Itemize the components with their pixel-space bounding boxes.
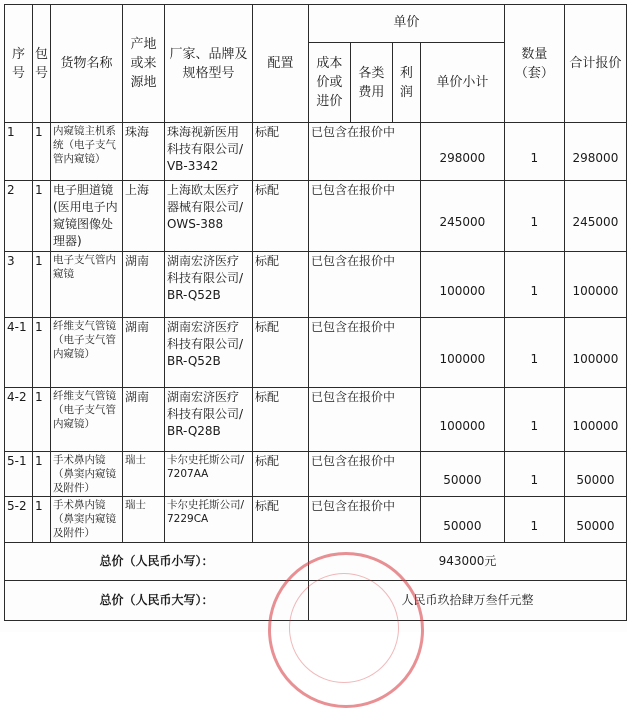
cell-seq: 5-1 [5, 452, 33, 497]
table-row [5, 318, 627, 388]
cell-goods: 内窥镜主机系统（电子支气管内窥镜） [51, 123, 123, 181]
cell-maker: 卡尔史托斯公司/7229CA [164, 497, 252, 543]
cell-origin: 瑞士 [122, 452, 164, 497]
cell-subtotal: 245000 [420, 181, 504, 252]
cell-config: 标配 [252, 318, 308, 388]
cell-maker: 湖南宏济医疗科技有限公司/BR-Q52B [164, 252, 252, 318]
header-config: 配置 [252, 5, 308, 123]
cell-subtotal: 50000 [420, 497, 504, 543]
cell-total: 245000 [564, 181, 626, 252]
cell-cost: 已包含在报价中 [308, 318, 420, 388]
cell-qty: 1 [504, 252, 564, 318]
cell-config: 标配 [252, 452, 308, 497]
cell-origin: 瑞士 [122, 497, 164, 543]
cell-maker: 上海欧太医疗器械有限公司/OWS-388 [164, 181, 252, 252]
cell-subtotal: 100000 [420, 318, 504, 388]
cell-seq: 4-2 [5, 388, 33, 452]
header-row-1 [5, 5, 627, 43]
cell-cost: 已包含在报价中 [308, 181, 420, 252]
cell-cost: 已包含在报价中 [308, 252, 420, 318]
cell-origin: 湖南 [122, 252, 164, 318]
cell-origin: 上海 [122, 181, 164, 252]
header-seq: 序号 [5, 5, 33, 123]
cell-pkg: 1 [32, 252, 50, 318]
cell-total: 100000 [564, 252, 626, 318]
cell-seq: 3 [5, 252, 33, 318]
cell-total: 50000 [564, 452, 626, 497]
header-origin: 产地或来源地 [122, 5, 164, 123]
total-big-value: 人民币玖拾肆万叁仟元整 [308, 581, 626, 621]
header-fees: 各类费用 [350, 43, 392, 123]
cell-cost: 已包含在报价中 [308, 123, 420, 181]
cell-config: 标配 [252, 497, 308, 543]
cell-total: 100000 [564, 388, 626, 452]
header-subtotal: 单价小计 [420, 43, 504, 123]
total-small-value: 943000元 [308, 543, 626, 581]
header-total: 合计报价 [564, 5, 626, 123]
cell-cost: 已包含在报价中 [308, 388, 420, 452]
summary-row-big [5, 581, 627, 621]
cell-goods: 纤维支气管镜（电子支气管内窥镜） [51, 318, 123, 388]
cell-qty: 1 [504, 123, 564, 181]
cell-goods: 手术鼻内镜（鼻窦内窥镜及附件） [51, 452, 123, 497]
cell-pkg: 1 [32, 123, 50, 181]
cell-pkg: 1 [32, 318, 50, 388]
cell-qty: 1 [504, 452, 564, 497]
cell-maker: 卡尔史托斯公司/7207AA [164, 452, 252, 497]
cell-goods: 纤维支气管镜（电子支气管内窥镜） [51, 388, 123, 452]
summary-row-small [5, 543, 627, 581]
cell-cost: 已包含在报价中 [308, 452, 420, 497]
quotation-table [4, 4, 627, 621]
cell-cost: 已包含在报价中 [308, 497, 420, 543]
cell-goods: 电子胆道镜(医用电子内窥镜图像处理器) [51, 181, 123, 252]
header-maker: 厂家、品牌及规格型号 [164, 5, 252, 123]
total-small-label: 总价（人民币小写）： [5, 543, 309, 581]
cell-pkg: 1 [32, 388, 50, 452]
cell-seq: 5-2 [5, 497, 33, 543]
cell-total: 100000 [564, 318, 626, 388]
header-qty: 数量（套） [504, 5, 564, 123]
cell-qty: 1 [504, 318, 564, 388]
header-goods: 货物名称 [51, 5, 123, 123]
table-row [5, 181, 627, 252]
cell-config: 标配 [252, 181, 308, 252]
cell-config: 标配 [252, 123, 308, 181]
cell-goods: 电子支气管内窥镜 [51, 252, 123, 318]
cell-qty: 1 [504, 497, 564, 543]
cell-subtotal: 100000 [420, 252, 504, 318]
cell-pkg: 1 [32, 497, 50, 543]
cell-seq: 1 [5, 123, 33, 181]
table-row [5, 388, 627, 452]
cell-maker: 湖南宏济医疗科技有限公司/BR-Q52B [164, 318, 252, 388]
cell-pkg: 1 [32, 181, 50, 252]
table-row [5, 123, 627, 181]
cell-subtotal: 50000 [420, 452, 504, 497]
cell-total: 50000 [564, 497, 626, 543]
cell-origin: 湖南 [122, 388, 164, 452]
cell-subtotal: 100000 [420, 388, 504, 452]
cell-pkg: 1 [32, 452, 50, 497]
cell-total: 298000 [564, 123, 626, 181]
cell-qty: 1 [504, 388, 564, 452]
cell-qty: 1 [504, 181, 564, 252]
cell-maker: 珠海视新医用科技有限公司/VB-3342 [164, 123, 252, 181]
header-profit: 利润 [392, 43, 420, 123]
cell-maker: 湖南宏济医疗科技有限公司/BR-Q28B [164, 388, 252, 452]
total-big-label: 总价（人民币大写）： [5, 581, 309, 621]
header-unit-price: 单价 [308, 5, 504, 43]
cell-config: 标配 [252, 388, 308, 452]
header-pkg: 包号 [32, 5, 50, 123]
cell-origin: 湖南 [122, 318, 164, 388]
cell-origin: 珠海 [122, 123, 164, 181]
table-row [5, 252, 627, 318]
cell-seq: 4-1 [5, 318, 33, 388]
cell-config: 标配 [252, 252, 308, 318]
header-cost: 成本价或进价 [308, 43, 350, 123]
table-row [5, 497, 627, 543]
cell-seq: 2 [5, 181, 33, 252]
table-row [5, 452, 627, 497]
cell-goods: 手术鼻内镜（鼻窦内窥镜及附件） [51, 497, 123, 543]
cell-subtotal: 298000 [420, 123, 504, 181]
